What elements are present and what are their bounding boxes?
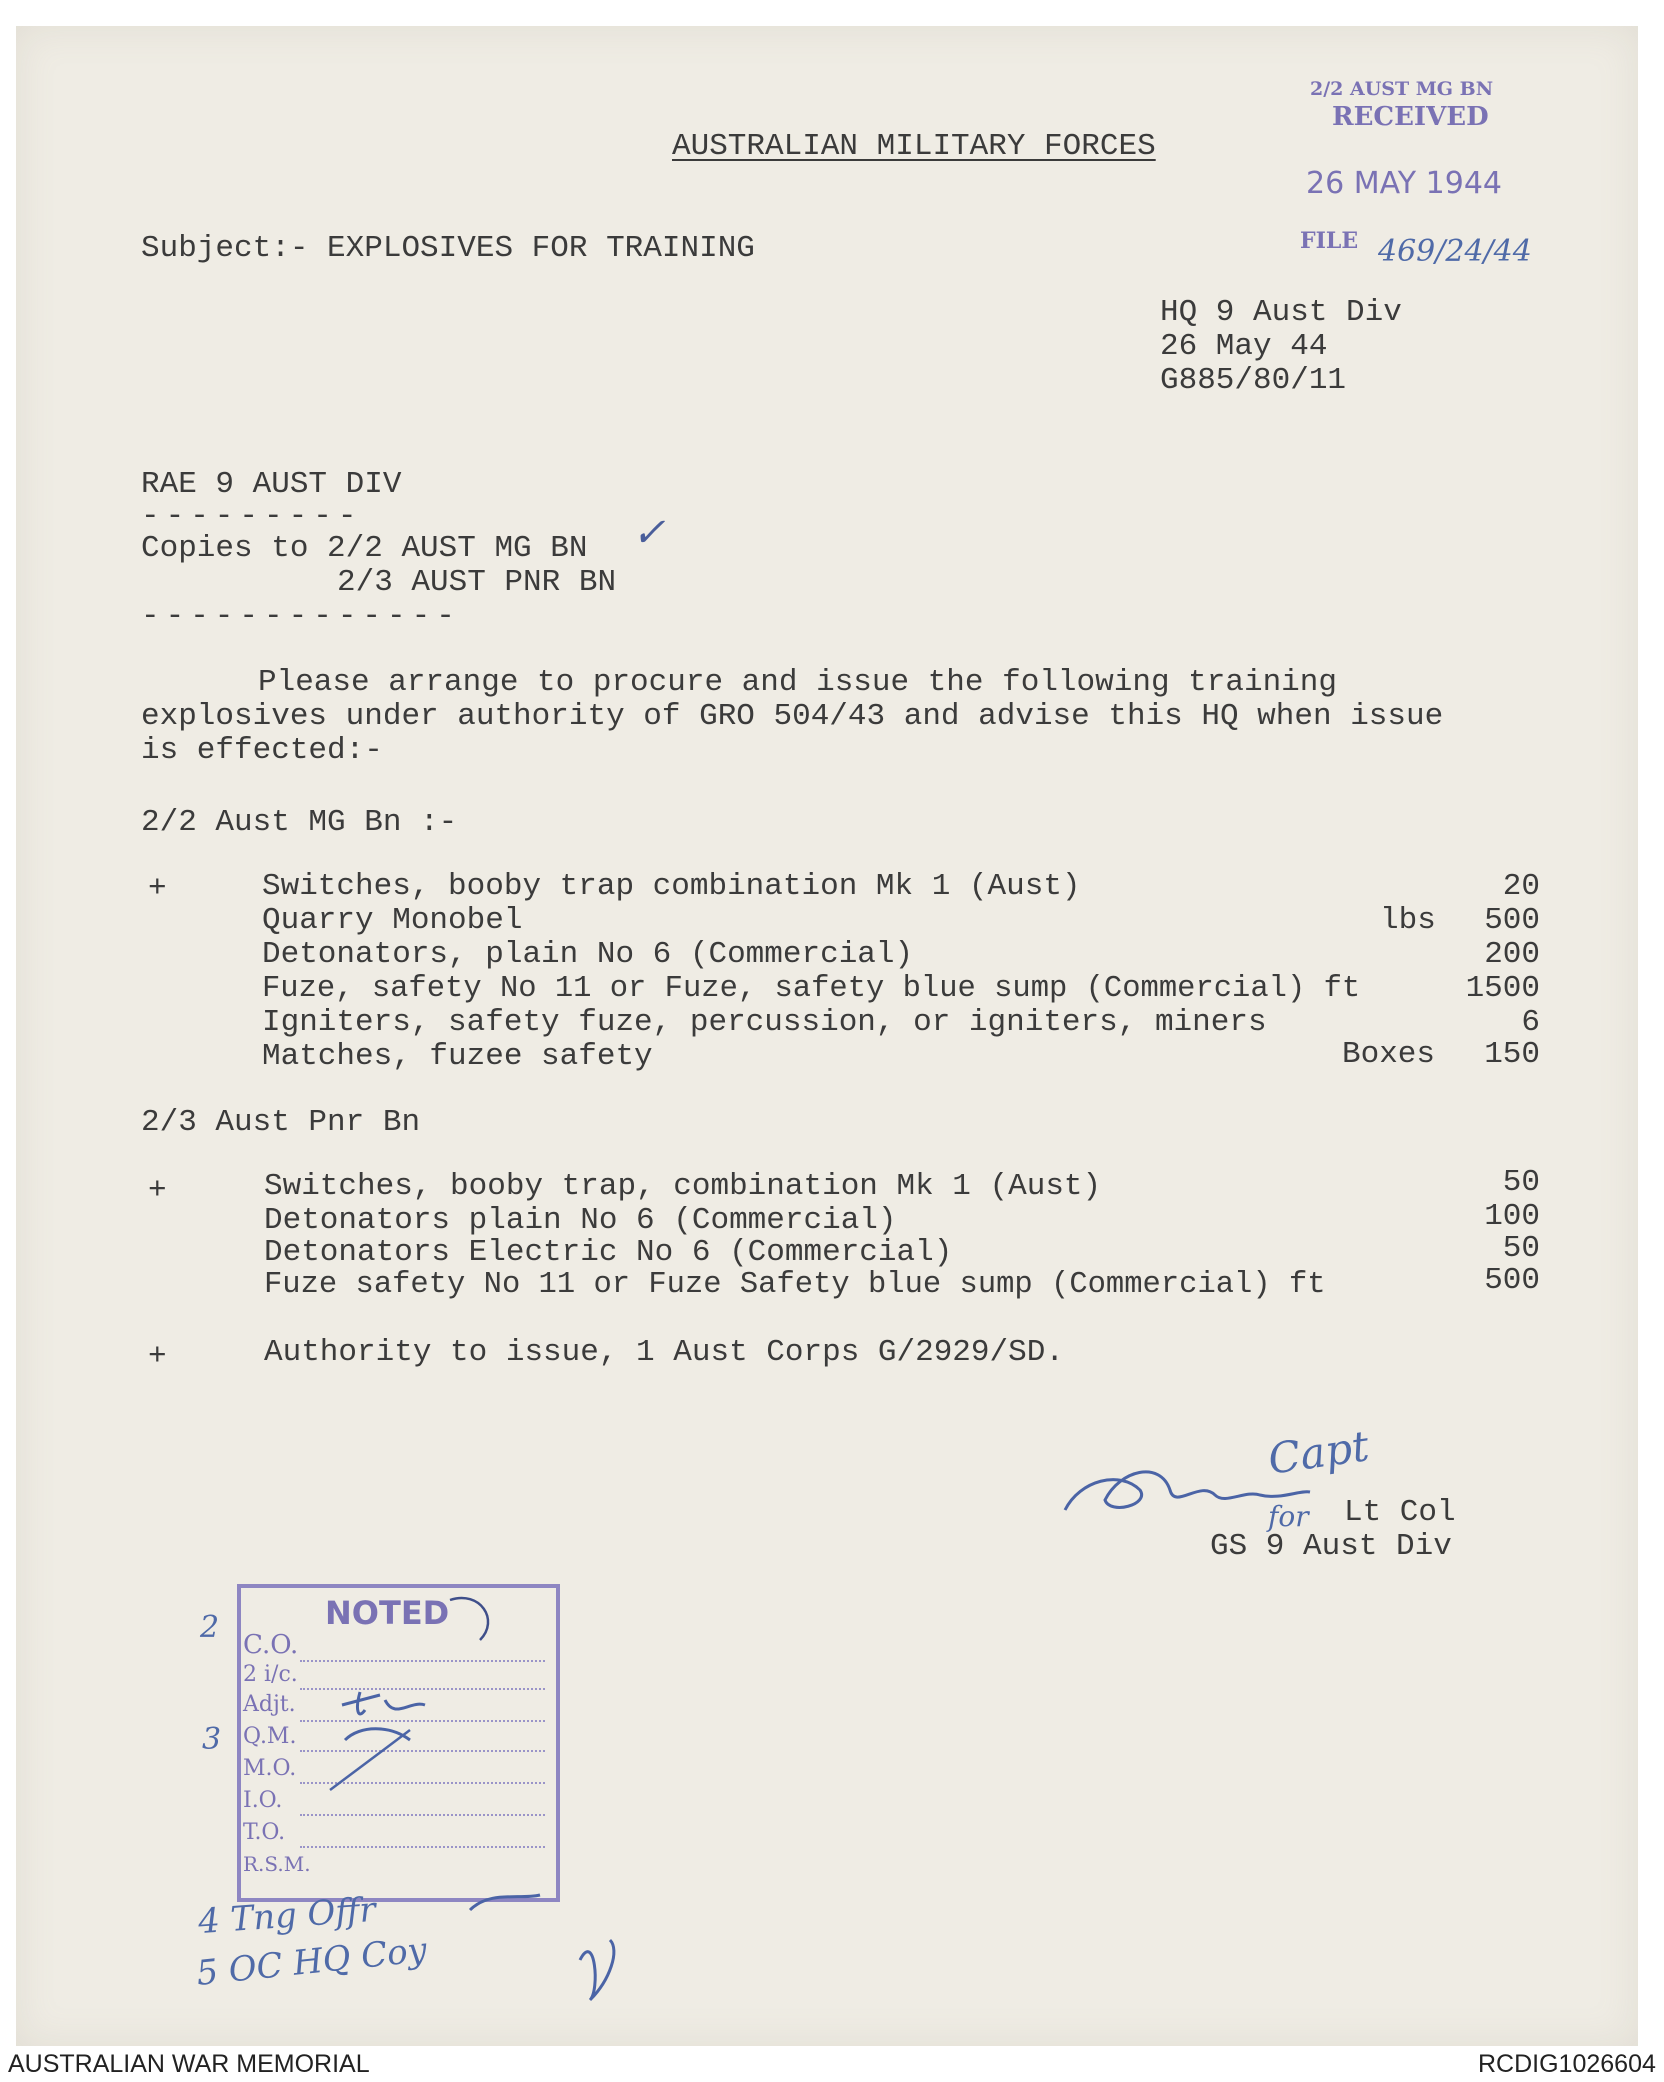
handwritten-initials-scribble [450, 1880, 650, 2020]
noted-stamp-row: M.O. [243, 1756, 297, 1781]
signature-capt: Capt [1265, 1421, 1372, 1484]
footer-right: RCDIG1026604 [1478, 2050, 1656, 2078]
addressee: RAE 9 AUST DIV [141, 467, 402, 502]
tick-mark-icon: ✓ [632, 510, 666, 556]
received-stamp-unit: 2/2 AUST MG BN [1310, 78, 1494, 100]
authority-marker: + [148, 1339, 167, 1374]
hq-name: HQ 9 Aust Div [1160, 295, 1402, 330]
handwritten-note-1: 4 Tng Offr [196, 1889, 377, 1943]
received-stamp-label: RECEIVED [1332, 102, 1489, 132]
item-unit: Boxes [1342, 1037, 1436, 1072]
received-stamp-file-label: FILE [1300, 228, 1359, 254]
noted-stamp-title: NOTED [325, 1594, 450, 1632]
item-quantity: 500 [1484, 903, 1540, 938]
authority-line: Authority to issue, 1 Aust Corps G/2929/SD. [264, 1335, 1064, 1370]
item-quantity: 500 [1484, 1263, 1540, 1298]
item-description: Switches, booby trap combination Mk 1 (Aust) [262, 869, 1081, 904]
section-heading-mg-bn: 2/2 Aust MG Bn :- [141, 805, 458, 840]
reference-number: G885/80/11 [1160, 363, 1347, 398]
item-description: Matches, fuzee safety [262, 1039, 653, 1074]
item-quantity: 200 [1484, 937, 1540, 972]
divider-dashes-2: ------------- [141, 599, 461, 634]
item-description: Fuze, safety No 11 or Fuze, safety blue sump (Commercial) ft [262, 972, 1361, 1006]
noted-stamp-row: T.O. [243, 1820, 286, 1845]
item-quantity: 50 [1502, 1231, 1540, 1266]
signature-unit: GS 9 Aust Div [1210, 1529, 1452, 1564]
item-description: Detonators Electric No 6 (Commercial) [264, 1235, 953, 1270]
body-line-3: is effected:- [141, 733, 383, 768]
stamp-initials-scribble [300, 1580, 560, 1880]
section-marker: + [148, 871, 167, 906]
item-quantity: 100 [1484, 1199, 1540, 1234]
item-description: Detonators, plain No 6 (Commercial) [262, 937, 914, 972]
section-marker: + [148, 1173, 167, 1208]
received-stamp-date: 26 MAY 1944 [1306, 166, 1502, 201]
copies-to-line-2: 2/3 AUST PNR BN [337, 565, 617, 600]
noted-stamp-row: Q.M. [243, 1724, 297, 1749]
margin-mark: 2 [200, 1610, 220, 1645]
item-quantity: 50 [1502, 1165, 1540, 1200]
section-heading-pnr-bn: 2/3 Aust Pnr Bn [141, 1105, 421, 1140]
margin-mark: 3 [202, 1722, 222, 1757]
item-description: Fuze safety No 11 or Fuze Safety blue sump (Commercial) ft [264, 1268, 1326, 1302]
signature-rank: Lt Col [1344, 1495, 1456, 1530]
item-description: Switches, booby trap, combination Mk 1 (Aust) [264, 1169, 1102, 1204]
item-unit: lbs [1380, 903, 1436, 938]
item-quantity: 6 [1521, 1005, 1540, 1040]
signature-for: for [1268, 1500, 1309, 1533]
received-stamp-file-number: 469/24/44 [1378, 234, 1532, 269]
noted-stamp-row: 2 i/c. [243, 1662, 298, 1687]
handwritten-note-2: 5 OC HQ Coy [194, 1930, 429, 1994]
body-line-2: explosives under authority of GRO 504/43 and advise this HQ when issue [141, 699, 1444, 734]
item-quantity: 1500 [1465, 971, 1540, 1006]
noted-stamp-row: I.O. [243, 1788, 283, 1813]
body-line-1: Please arrange to procure and issue the following training [258, 665, 1337, 700]
noted-stamp-row: C.O. [243, 1630, 299, 1660]
item-quantity: 20 [1502, 869, 1540, 904]
divider-dashes-1: --------- [141, 499, 363, 534]
noted-stamp-row: Adjt. [243, 1692, 296, 1717]
subject-line: Subject:- EXPLOSIVES FOR TRAINING [141, 231, 755, 266]
item-description: Detonators plain No 6 (Commercial) [264, 1203, 897, 1238]
copies-to-line: Copies to 2/2 AUST MG BN [141, 531, 588, 566]
item-quantity: 150 [1484, 1037, 1540, 1072]
footer-left: AUSTRALIAN WAR MEMORIAL [8, 2050, 370, 2078]
noted-stamp-row: R.S.M. [243, 1852, 311, 1876]
document-title: AUSTRALIAN MILITARY FORCES [672, 129, 1156, 164]
item-description: Quarry Monobel [262, 903, 523, 938]
letter-date: 26 May 44 [1160, 329, 1328, 364]
item-description: Igniters, safety fuze, percussion, or igniters, miners [262, 1005, 1267, 1040]
